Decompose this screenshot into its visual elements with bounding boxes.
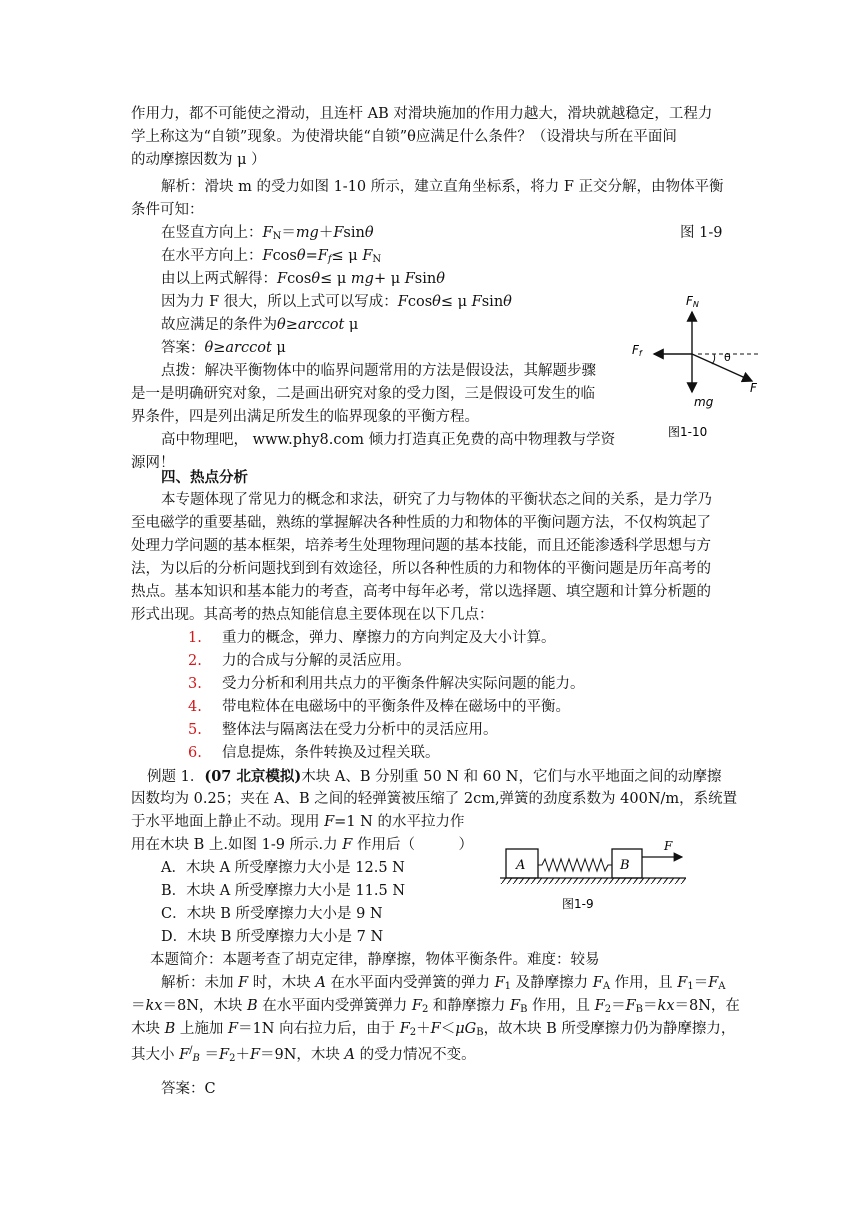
hot-line: 本专题体现了常见力的概念和求法，研究了力与物体的平衡状态之间的关系，是力学乃	[161, 492, 712, 508]
analysis2-line: ＝kx＝8N，木块 B 在水平面内受弹簧弹力 $F_2$ 和静摩擦力 $F_B$ 作用，且 $F_2=F_B=kx=8N$，在	[131, 998, 740, 1015]
hot-line: 处理力学问题的基本框架，培养考生处理物理问题的基本技能，而且还能渗透科学思想与方	[131, 538, 711, 554]
option-d: D．木块 B 所受摩擦力大小是 7 N	[161, 929, 384, 945]
hot-line: 形式出现。其高考的热点知能信息主要体现在以下几点：	[131, 607, 494, 623]
theta-label: θ	[724, 351, 731, 364]
mg-label: mg	[694, 395, 714, 409]
analysis-line: 条件可知：	[131, 202, 204, 218]
list-num: 3.	[188, 676, 202, 692]
list-num: 6.	[188, 745, 202, 761]
list-num: 1.	[188, 630, 202, 646]
analysis2-line: 其大小 $F^/_B =F_2+F=9N$，木块 A 的受力情况不变。	[131, 1045, 476, 1064]
example-line: 于水平地面上静止不动。现用 F=1 N 的水平拉力作	[131, 814, 465, 830]
analysis-line: 解析：滑块 m 的受力如图 1-10 所示，建立直角坐标系，将力 F 正交分解，由物体平衡	[161, 179, 724, 195]
spring	[538, 859, 612, 871]
tip-line: 是一是明确研究对象，二是画出研究对象的受力图，三是假设可发生的临	[131, 386, 595, 402]
answer-2: 答案：C	[161, 1081, 216, 1097]
block-b-label: B	[620, 858, 630, 873]
ff-label: Ff	[632, 343, 642, 358]
equation-condition: 故应满足的条件为θ≥arccot μ	[161, 317, 359, 333]
list-item: 带电粒体在电磁场中的平衡条件及棒在磁场中的平衡。	[222, 699, 570, 715]
para-line: 的动摩擦因数为 μ ）	[131, 152, 266, 168]
option-c: C．木块 B 所受摩擦力大小是 9 N	[161, 906, 383, 922]
fn-label: FN	[686, 294, 699, 309]
list-item: 受力分析和利用共点力的平衡条件解决实际问题的能力。	[222, 676, 585, 692]
list-num: 5.	[188, 722, 202, 738]
f-label: F	[750, 381, 757, 395]
promo-line: 高中物理吧， www.phy8.com 倾力打造真正免费的高中物理教与学资	[161, 432, 616, 448]
applied-force-arrow	[692, 354, 752, 381]
list-item: 信息提炼，条件转换及过程关联。	[222, 745, 440, 761]
list-item: 力的合成与分解的灵活应用。	[222, 653, 411, 669]
analysis2-line: 木块 B 上施加 F＝1N 向右拉力后，由于 $F_2+F<\mu G_B$，故木块 B 所受摩擦力仍为静摩擦力，	[131, 1021, 736, 1038]
list-num: 2.	[188, 653, 202, 669]
hot-line: 法，为以后的分析问题找到到有效途径，所以各种性质的力和物体的平衡问题是历年高考的	[131, 561, 711, 577]
list-item: 整体法与隔离法在受力分析中的灵活应用。	[222, 722, 498, 738]
force-label: F	[664, 839, 673, 853]
list-item: 重力的概念，弹力、摩擦力的方向判定及大小计算。	[222, 630, 556, 646]
equation-horizontal: 在水平方向上：$Fcos\theta=F_f\le \mu$ $F_N$	[161, 248, 382, 265]
option-a: A．木块 A 所受摩擦力大小是 12.5 N	[161, 860, 405, 876]
para-line: 学上称这为“自锁”现象。为使滑块能“自锁”θ应满足什么条件？（设滑块与所在平面间	[131, 129, 677, 145]
block-a-label: A	[516, 858, 526, 873]
figure-caption-1-10: 图1-10	[668, 425, 708, 439]
tip-line: 点拨：解决平衡物体中的临界问题常用的方法是假设法，其解题步骤	[161, 363, 596, 379]
answer-1: 答案：θ≥arccot μ	[161, 340, 286, 356]
hot-line: 热点。基本知识和基本能力的考查，高考中每年必考，常以选择题、填空题和计算分析题的	[131, 584, 711, 600]
list-num: 4.	[188, 699, 202, 715]
para-line: 作用力，都不可能使之滑动，且连杆 AB 对滑块施加的作用力越大，滑块就越稳定，工程力	[131, 106, 713, 122]
hot-line: 至电磁学的重要基础，熟练的掌握解决各种性质的力和物体的平衡问题方法，不仅构筑起了	[131, 515, 711, 531]
figure-caption-1-9: 图1-9	[562, 897, 594, 911]
example-line: 因数均为 0.25；夹在 A、B 之间的轻弹簧被压缩了 2cm,弹簧的劲度系数为 400N/m，系统置	[131, 791, 738, 807]
analysis2-line: 解析：未加 F 时，木块 A 在水平面内受弹簧的弹力 $F_1$ 及静摩擦力 $F_A$ 作用，且 $F_1=F_A$	[161, 975, 726, 992]
force-diagram-1-10	[628, 288, 768, 443]
tip-line: 界条件，四是列出满足所发生的临界现象的平衡方程。	[131, 409, 479, 425]
equation-large-force: 因为力 F 很大，所以上式可以写成：Fcosθ≤ μ Fsinθ	[161, 294, 512, 310]
example-line: 用在木块 B 上.如图 1-9 所示.力 F 作用后（ ）	[131, 837, 473, 853]
ground-hatch	[500, 878, 686, 884]
equation-vertical: 在竖直方向上：$F_N=mg+Fsin\theta$	[161, 225, 374, 242]
summary: 本题简介：本题考查了胡克定律，静摩擦，物体平衡条件。难度：较易	[150, 952, 600, 968]
spring-blocks-diagram-1-9	[496, 835, 696, 917]
section-title: 四、热点分析	[161, 469, 248, 486]
option-b: B．木块 A 所受摩擦力大小是 11.5 N	[161, 883, 406, 899]
equation-combined: 由以上两式解得：Fcosθ≤ μ mg+ μ Fsinθ	[161, 271, 445, 287]
promo-line: 源网！	[131, 455, 175, 471]
example-line: 例题 1．(07 北京模拟)木块 A、B 分别重 50 N 和 60 N，它们与水平地面之间的动摩擦	[147, 768, 722, 785]
figure-label-1-9: 图 1-9	[680, 225, 723, 241]
